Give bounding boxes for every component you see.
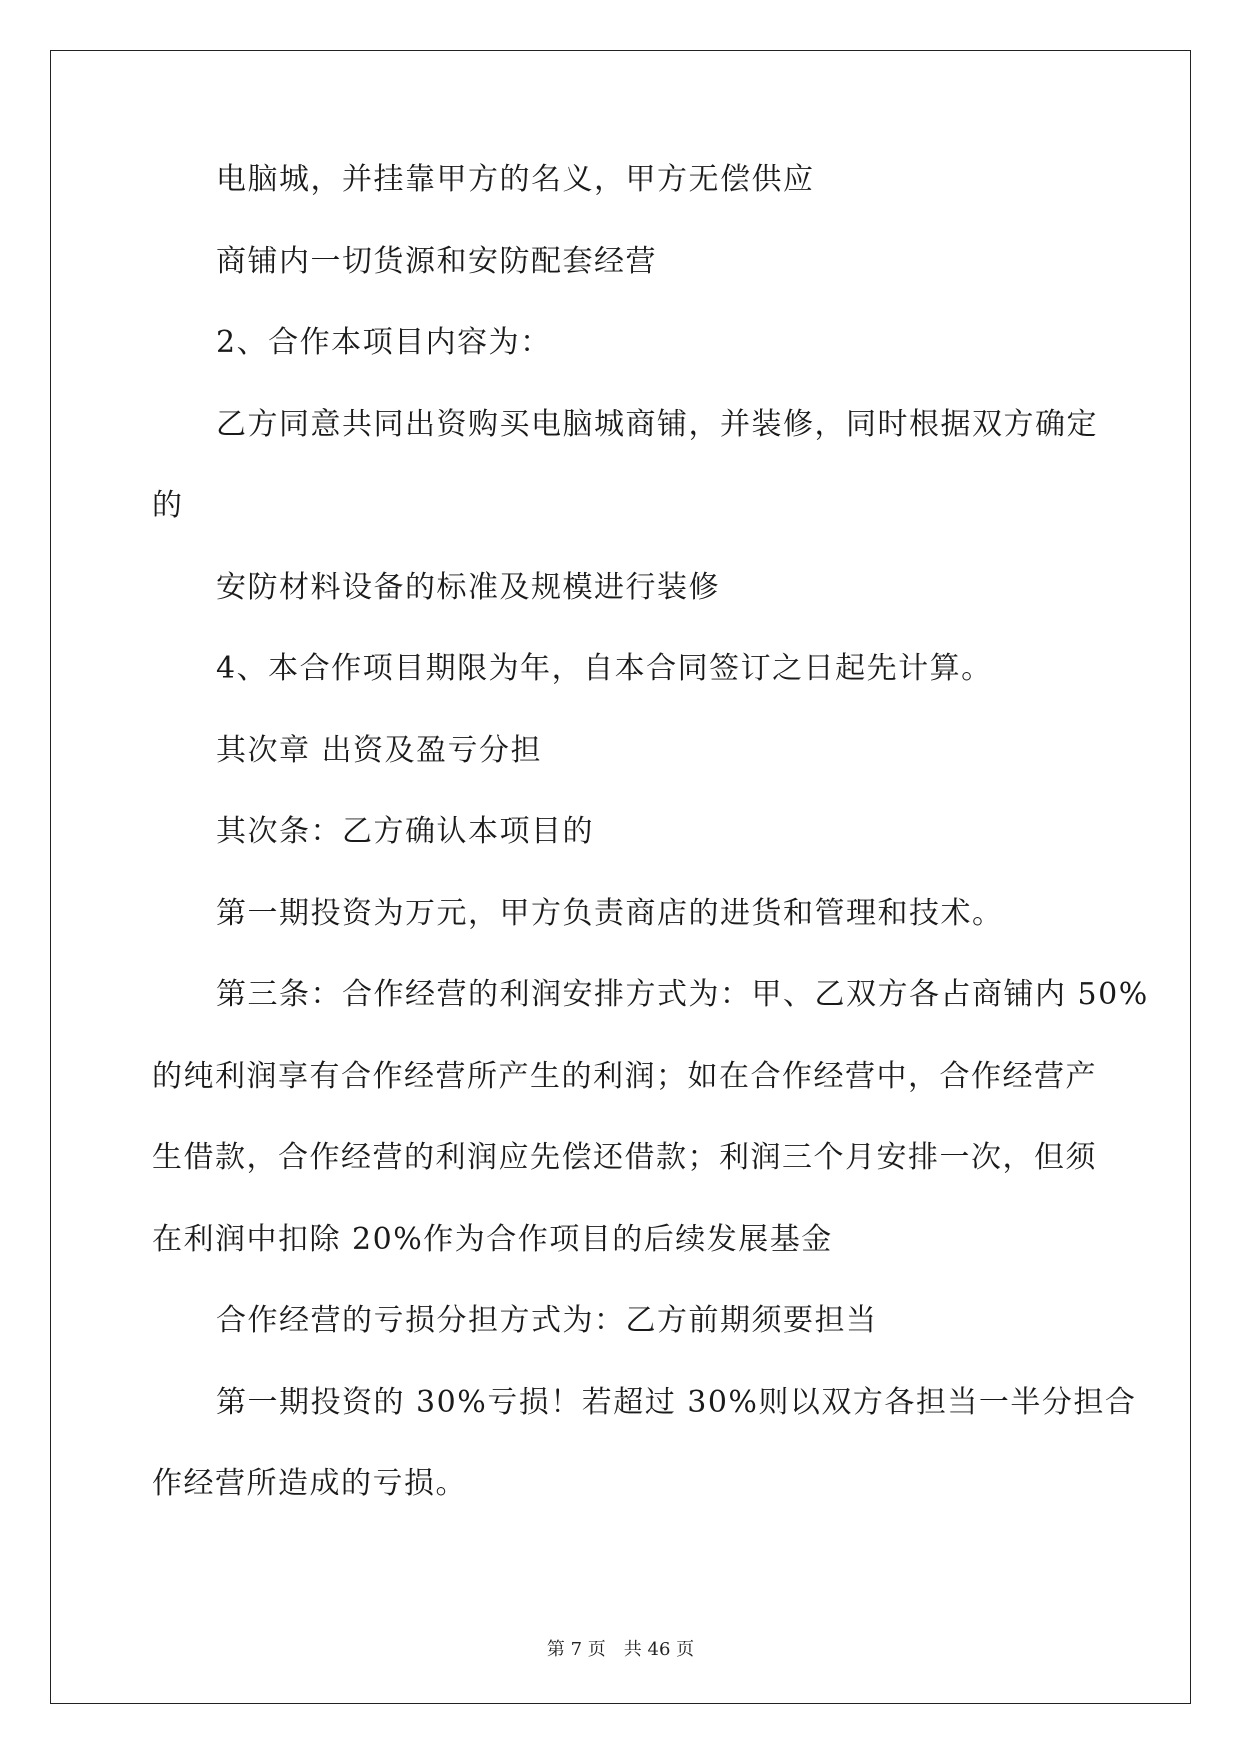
paragraph-line: 4、本合作项目期限为年，自本合同签订之日起先计算。 — [216, 651, 993, 686]
paragraph-line: 第一期投资的 30%亏损！若超过 30%则以双方各担当一半分担合 — [216, 1384, 1137, 1420]
paragraph-line: 生借款，合作经营的利润应先偿还借款；利润三个月安排一次，但须 — [152, 1140, 1097, 1175]
paragraph-line: 第三条：合作经营的利润安排方式为：甲、乙双方各占商铺内 50% — [216, 977, 1149, 1012]
document-body — [152, 162, 1149, 1551]
paragraph-line: 2、合作本项目内容为： — [216, 325, 552, 360]
page-number: 第 7 页 — [546, 1639, 606, 1660]
paragraph-line: 的纯利润享有合作经营所产生的利润；如在合作经营中，合作经营产 — [152, 1058, 1097, 1094]
paragraph-line: 安防材料设备的标准及规模进行装修 — [216, 569, 720, 605]
paragraph-line: 第一期投资为万元，甲方负责商店的进货和管理和技术。 — [216, 895, 1004, 931]
paragraph-line: 在利润中扣除 20%作为合作项目的后续发展基金 — [152, 1221, 833, 1257]
paragraph-line: 其次条：乙方确认本项目的 — [216, 814, 594, 849]
paragraph-line: 合作经营的亏损分担方式为：乙方前期须要担当 — [216, 1303, 878, 1338]
paragraph-line: 的 — [152, 488, 184, 523]
paragraph-line: 作经营所造成的亏损。 — [152, 1466, 467, 1501]
chapter-heading: 其次章 出资及盈亏分担 — [216, 732, 543, 768]
page-footer — [0, 1635, 1241, 1661]
paragraph-line: 商铺内一切货源和安防配套经营 — [216, 243, 657, 279]
paragraph-line: 乙方同意共同出资购买电脑城商铺，并装修，同时根据双方确定 — [216, 406, 1098, 442]
paragraph-line: 电脑城，并挂靠甲方的名义，甲方无偿供应 — [216, 162, 815, 197]
page-total: 共 46 页 — [623, 1639, 695, 1660]
